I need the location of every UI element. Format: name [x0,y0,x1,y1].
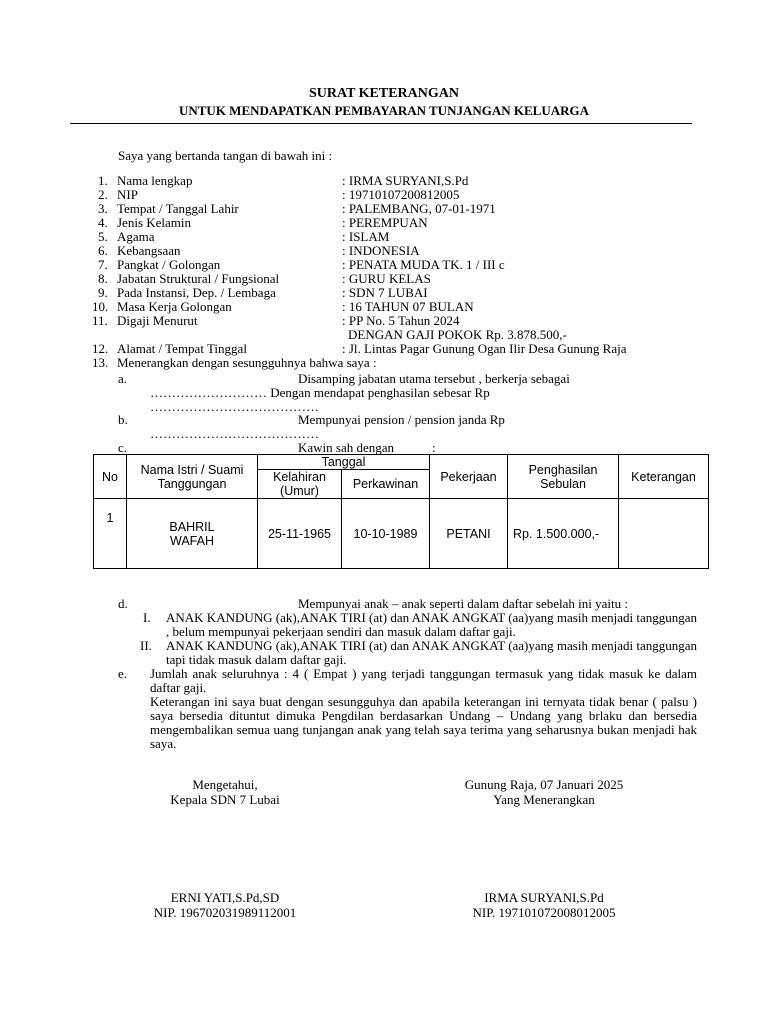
field-label: Agama [117,229,155,244]
field-label: NIP [117,187,138,202]
field-value: : GURU KELAS [342,271,431,286]
item-a-line1: Disamping jabatan utama tersebut , berkerja sebagai [298,371,570,386]
statement-num: 13. [92,355,109,370]
field-value: : PALEMBANG, 07-01-1971 [342,201,496,216]
cell-keterangan [619,499,709,569]
item-d-II-text: ANAK KANDUNG (ak),ANAK TIRI (at) dan ANAK ANGKAT (aa)yang masih menjadi tanggungan tapi tidak masuk dalam daftar gaji. [166,638,697,667]
table-row [94,499,709,569]
item-e-letter: e. [118,666,128,681]
item-a-letter: a. [118,371,128,386]
header-no: No [94,455,127,499]
cell-perkawinan: 10-10-1989 [342,499,430,569]
field-label: Masa Kerja Golongan [117,299,232,314]
item-d-line1: Mempunyai anak – anak seperti dalam daftar sebelah ini yaitu : [298,596,628,611]
header-perkawinan: Perkawinan [342,470,430,499]
field-label: Pangkat / Golongan [117,257,221,272]
spouse-table [93,454,709,569]
field-number: 10. [92,299,109,314]
field-value: : PENATA MUDA TK. 1 / III c [342,257,505,272]
sig-left-name: ERNI YATI,S.Pd,SD [170,890,280,905]
cell-kelahiran: 25-11-1965 [258,499,342,569]
field-number: 2. [98,187,108,202]
field-label: Pada Instansi, Dep. / Lembaga [117,285,276,300]
item-a-line3: ………………………………… [150,399,319,414]
field-number: 11. [92,313,108,328]
field-number: 8. [98,271,108,286]
field-number: 6. [98,243,108,258]
sig-right-line2: Yang Menerangkan [493,792,595,807]
field-value: : IRMA SURYANI,S.Pd [342,173,469,188]
cell-penghasilan: Rp. 1.500.000,- [508,499,619,569]
statement-text: Menerangkan dengan sesungguhnya bahwa saya : [117,355,377,370]
field-label: Jabatan Struktural / Fungsional [117,271,280,286]
header-penghasilan: Penghasilan Sebulan [508,455,619,499]
document-subtitle: UNTUK MENDAPATKAN PEMBAYARAN TUNJANGAN KELUARGA [178,103,589,118]
header-pekerjaan: Pekerjaan [430,455,508,499]
field-number: 7. [98,257,108,272]
cell-no: 1 [94,499,127,569]
address-value: : Jl. Lintas Pagar Gunung Ogan Ilir Desa Gunung Raja [342,341,627,356]
cell-pekerjaan: PETANI [430,499,508,569]
item-d-I-text: ANAK KANDUNG (ak),ANAK TIRI (at) dan ANAK ANGKAT (aa)yang masih menjadi tanggungan , belum mempunyai pekerjaan sendiri dan masuk dalam daftar gaji. [166,610,697,639]
header-tanggal: Tanggal [258,455,430,470]
field-value: : 19710107200812005 [342,187,460,202]
field-value: : PEREMPUAN [342,215,428,230]
address-num: 12. [92,341,109,356]
item-b-letter: b. [118,412,128,427]
field-value: : 16 TAHUN 07 BULAN [342,299,474,314]
item-d-II-num: II. [140,638,152,653]
item-c-line1: Kawin sah dengan [298,440,395,455]
sig-left-line1: Mengetahui, [192,777,258,792]
header-divider [70,123,692,124]
field-number: 1. [98,173,108,188]
sig-right-nip: NIP. 197101072008012005 [472,905,616,920]
item-e-text: Jumlah anak seluruhnya : 4 ( Empat ) yang terjadi tanggungan termasuk yang tidak masuk ke dalam daftar gaji. [150,666,697,695]
closing-statement: Keterangan ini saya buat dengan sesungguhya dan apabila keterangan ini ternyata tidak benar ( palsu ) saya bersedia dituntut dimuka Pengdilan berdasarkan Undang – Undang yang brlaku dan bersedia mengembalikan semua uang tunjangan anak yang telah saya terima yang seharusnya bukan menjadi hak saya. [150,694,697,751]
header-keterangan: Keterangan [619,455,709,499]
item-d-letter: d. [118,596,128,611]
field-number: 4. [98,215,108,230]
item-d-I-num: I. [143,610,151,625]
item-c-colon: : [432,440,436,455]
sig-left-nip: NIP. 196702031989112001 [153,905,297,920]
item-b-line1: Mempunyai pension / pension janda Rp [298,412,505,427]
sig-right-line1: Gunung Raja, 07 Januari 2025 [464,777,624,792]
header-name: Nama Istri / Suami Tanggungan [127,455,258,499]
address-label: Alamat / Tempat Tinggal [117,341,247,356]
item-a-line2: ……………………… Dengan mendapat penghasilan sebesar Rp [150,385,490,400]
field-label: Nama lengkap [117,173,193,188]
document-title: SURAT KETERANGAN [308,86,459,101]
field-label: Digaji Menurut [117,313,198,328]
header-kelahiran: Kelahiran (Umur) [258,470,342,499]
field-number: 3. [98,201,108,216]
intro-text: Saya yang bertanda tangan di bawah ini : [118,148,333,163]
field-value: : ISLAM [342,229,390,244]
cell-name: BAHRIL WAFAH [127,499,258,569]
item-c-letter: c. [118,440,128,455]
field-number: 5. [98,229,108,244]
item-b-line2: ………………………………… [150,426,319,441]
field-label: Jenis Kelamin [117,215,192,230]
sig-right-name: IRMA SURYANI,S.Pd [484,890,604,905]
field-label: Kebangsaan [117,243,181,258]
sig-left-line2: Kepala SDN 7 Lubai [170,792,280,807]
field-value: : PP No. 5 Tahun 2024 [342,313,460,328]
field-value: : SDN 7 LUBAI [342,285,428,300]
field-value: : INDONESIA [342,243,420,258]
salary-line: DENGAN GAJI POKOK Rp. 3.878.500,- [348,327,567,342]
field-label: Tempat / Tanggal Lahir [117,201,239,216]
field-number: 9. [98,285,108,300]
